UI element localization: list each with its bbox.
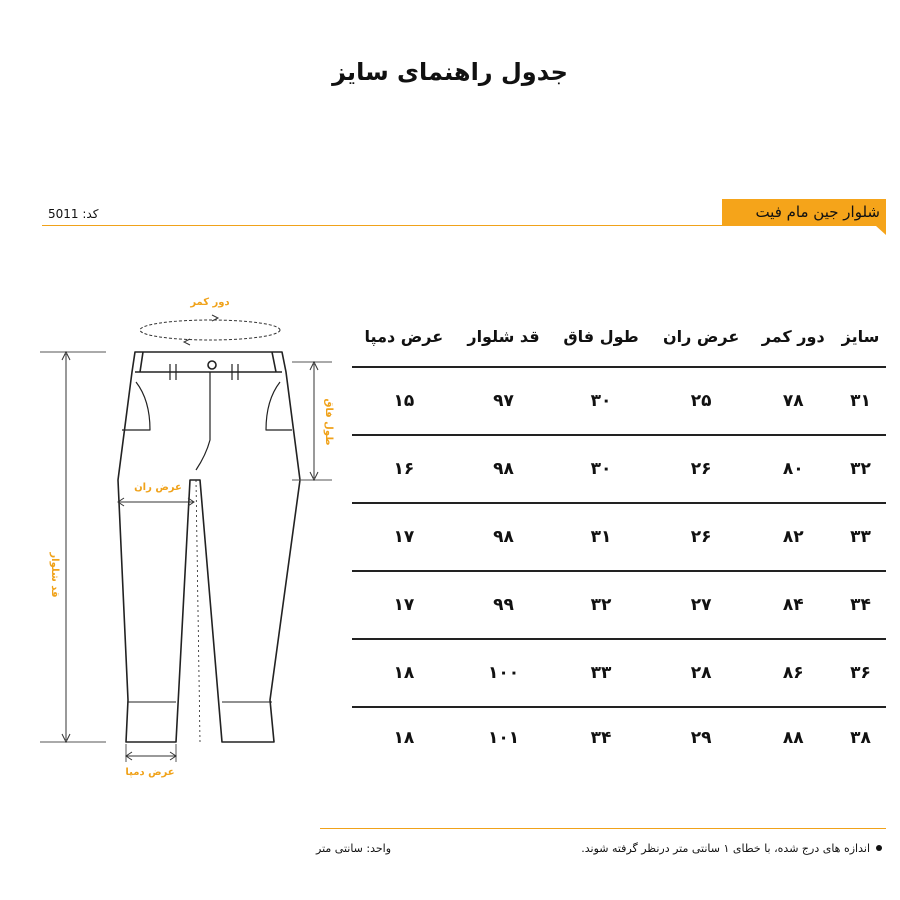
table-header-row [352, 306, 886, 367]
header-thigh: عرض ران [651, 306, 752, 367]
table-cell: ۸۰ [751, 435, 834, 503]
header-size: سایز [835, 306, 886, 367]
pants-measurement-diagram [0, 290, 334, 790]
hem-label: عرض دمپا [125, 767, 175, 778]
tolerance-note: اندازه های درج شده، با خطای ۱ سانتی متر درنظر گرفته شوند. [581, 842, 870, 855]
waist-measure-ellipse [140, 320, 280, 340]
table-row [352, 435, 886, 503]
table-cell: ۱۵ [352, 367, 456, 435]
rise-label: طول فاق [323, 398, 334, 446]
table-cell: ۳۴ [835, 571, 886, 639]
table-cell: ۳۲ [835, 435, 886, 503]
length-label: قد شلوار [49, 552, 60, 598]
table-cell: ۲۶ [651, 435, 752, 503]
table-cell: ۱۸ [393, 728, 415, 748]
table-cell: ۲۹ [690, 728, 712, 748]
note-bullet-icon [876, 845, 882, 851]
table-row [352, 367, 886, 435]
unit-label: واحد: سانتی متر [316, 842, 392, 855]
table-cell: ۸۸ [782, 728, 804, 748]
table-cell: ۱۶ [352, 435, 456, 503]
table-cell: ۹۷ [456, 367, 552, 435]
size-table [352, 306, 886, 768]
pants-outline [118, 352, 300, 742]
table-cell: ۳۶ [835, 639, 886, 707]
waist-arrow-icon-2 [184, 339, 190, 345]
table-cell: ۲۶ [651, 503, 752, 571]
tab-notch [876, 226, 886, 235]
table-cell: ۹۸ [456, 503, 552, 571]
table-cell: ۳۱ [835, 367, 886, 435]
table-cell: ۳۳ [551, 639, 650, 707]
table-cell: ۷۸ [751, 367, 834, 435]
table-cell: ۸۶ [751, 639, 834, 707]
table-cell: ۳۴ [590, 728, 612, 748]
table-cell: ۹۸ [456, 435, 552, 503]
table-cell: ۱۰۱ [487, 728, 520, 748]
table-row [352, 707, 886, 768]
table-cell: ۳۰ [551, 435, 650, 503]
table-cell: ۳۳ [835, 503, 886, 571]
header-length: قد شلوار [456, 306, 552, 367]
page-title: جدول راهنمای سایز [332, 58, 568, 86]
table-cell: ۳۸ [850, 728, 871, 748]
table-cell: ۳۱ [551, 503, 650, 571]
table-cell: ۱۰۰ [456, 639, 552, 707]
table-cell: ۹۹ [456, 571, 552, 639]
product-code: کد: 5011 [48, 207, 99, 221]
table-cell: ۲۸ [651, 639, 752, 707]
table-cell: ۲۷ [651, 571, 752, 639]
table-cell: ۱۷ [352, 571, 456, 639]
header-rise: طول فاق [551, 306, 650, 367]
header-hem: عرض دمپا [352, 306, 456, 367]
table-cell: ۳۲ [551, 571, 650, 639]
footer-divider [320, 828, 886, 829]
table-row [352, 639, 886, 707]
table-cell: ۱۸ [352, 639, 456, 707]
table-cell: ۸۲ [751, 503, 834, 571]
table-cell: ۸۴ [751, 571, 834, 639]
thigh-label: عرض ران [134, 482, 182, 493]
waist-label: دور کمر [190, 297, 230, 308]
product-name-tab [722, 199, 886, 226]
table-cell: ۳۰ [551, 367, 650, 435]
table-cell: ۱۷ [352, 503, 456, 571]
header-waist: دور کمر [751, 306, 834, 367]
table-cell: ۲۵ [651, 367, 752, 435]
table-row [352, 503, 886, 571]
table-row [352, 571, 886, 639]
product-name: شلوار جین مام فیت [755, 203, 880, 221]
